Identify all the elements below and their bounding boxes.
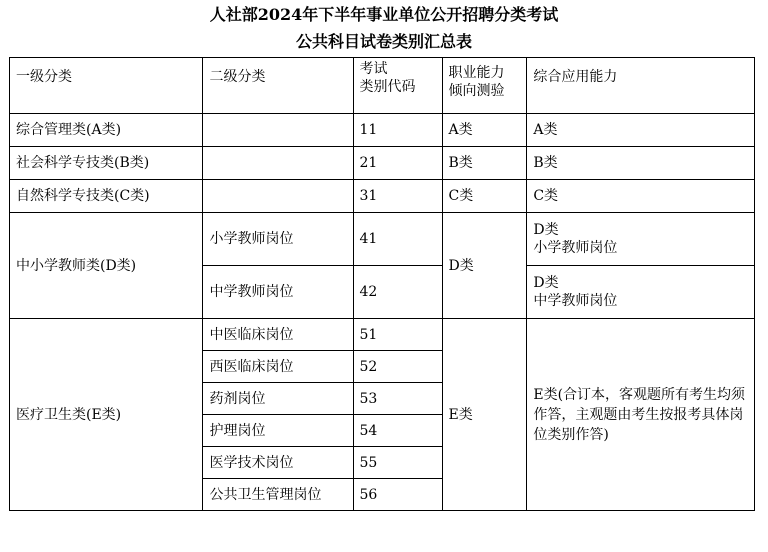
header-secondary-category: 二级分类 <box>203 58 353 114</box>
cell-primary-category: 自然科学专技类(C类) <box>10 180 203 213</box>
cell-exam-code: 52 <box>353 351 442 383</box>
cell-applied <box>527 213 755 266</box>
cell-primary-category: 中小学教师类(D类) <box>10 213 203 319</box>
cell-applied: B类 <box>527 147 755 180</box>
cell-exam-code: 54 <box>353 415 442 447</box>
cell-exam-code: 21 <box>353 147 442 180</box>
table-row <box>10 213 755 266</box>
cell-applied-line1: D类 <box>533 222 559 238</box>
table-row <box>10 114 755 147</box>
cell-exam-code: 11 <box>353 114 442 147</box>
cell-secondary-category: 护理岗位 <box>203 415 353 447</box>
cell-secondary-category: 西医临床岗位 <box>203 351 353 383</box>
cell-secondary-category <box>203 147 353 180</box>
cell-secondary-category: 小学教师岗位 <box>203 213 353 266</box>
cell-aptitude: E类 <box>442 319 527 511</box>
page-subtitle: 公共科目试卷类别汇总表 <box>295 32 472 51</box>
header-applied-ability: 综合应用能力 <box>527 58 755 114</box>
cell-aptitude: D类 <box>442 213 527 319</box>
table-row <box>10 319 755 351</box>
exam-category-table <box>9 57 755 511</box>
cell-applied-line1: D类 <box>533 275 559 291</box>
cell-aptitude: C类 <box>442 180 527 213</box>
table-row <box>10 180 755 213</box>
cell-aptitude: B类 <box>442 147 527 180</box>
cell-exam-code: 42 <box>353 266 442 319</box>
header-aptitude-test <box>442 58 527 114</box>
header-exam-code <box>353 58 442 114</box>
cell-exam-code: 41 <box>353 213 442 266</box>
cell-exam-code: 51 <box>353 319 442 351</box>
cell-primary-category: 社会科学专技类(B类) <box>10 147 203 180</box>
cell-exam-code: 31 <box>353 180 442 213</box>
cell-secondary-category: 公共卫生管理岗位 <box>203 479 353 511</box>
cell-applied: C类 <box>527 180 755 213</box>
table-row <box>10 147 755 180</box>
cell-applied: E类(合订本，客观题所有考生均须作答，主观题由考生按报考具体岗位类别作答) <box>527 319 755 511</box>
cell-secondary-category: 药剂岗位 <box>203 383 353 415</box>
table-header-row <box>10 58 755 114</box>
cell-secondary-category <box>203 114 353 147</box>
cell-applied: A类 <box>527 114 755 147</box>
page-title: 人社部2024年下半年事业单位公开招聘分类考试 <box>209 5 559 24</box>
cell-secondary-category <box>203 180 353 213</box>
cell-applied <box>527 266 755 319</box>
header-aptitude-line1: 职业能力 <box>448 65 505 81</box>
cell-secondary-category: 中学教师岗位 <box>203 266 353 319</box>
cell-applied-line2: 小学教师岗位 <box>533 240 618 256</box>
cell-secondary-category: 医学技术岗位 <box>203 447 353 479</box>
header-exam-code-line2: 类别代码 <box>359 79 416 95</box>
cell-primary-category: 医疗卫生类(E类) <box>10 319 203 511</box>
cell-aptitude: A类 <box>442 114 527 147</box>
cell-secondary-category: 中医临床岗位 <box>203 319 353 351</box>
cell-applied-line2: 中学教师岗位 <box>533 293 618 309</box>
header-primary-category: 一级分类 <box>10 58 203 114</box>
header-aptitude-line2: 倾向测验 <box>448 83 505 99</box>
cell-exam-code: 55 <box>353 447 442 479</box>
cell-primary-category: 综合管理类(A类) <box>10 114 203 147</box>
header-exam-code-line1: 考试 <box>359 61 388 77</box>
cell-exam-code: 53 <box>353 383 442 415</box>
cell-exam-code: 56 <box>353 479 442 511</box>
